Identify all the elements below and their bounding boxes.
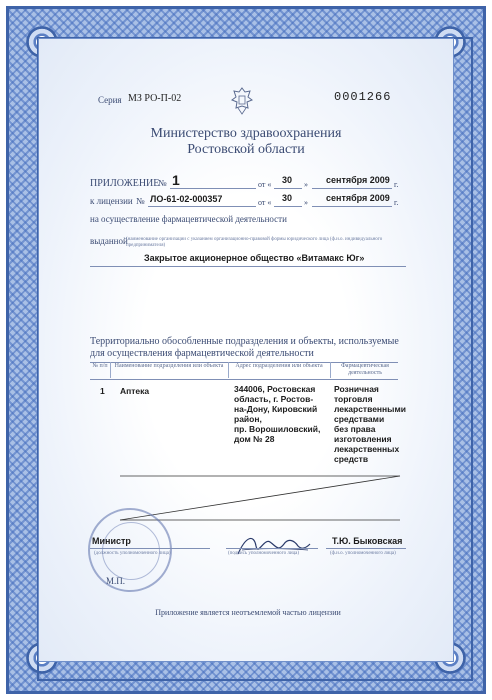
serial-number: 0001266 — [334, 90, 392, 104]
license-from-label: от « — [258, 198, 272, 207]
table-header-activity: Фармацевтическая деятельность — [341, 363, 389, 376]
table-header-num: № п/п — [92, 363, 108, 369]
license-number-sign: № — [136, 196, 145, 206]
table-header-address: Адрес подразделения или объекта — [235, 363, 323, 369]
sign-note: (подпись уполномоченного лица) — [228, 551, 300, 556]
position-note: (должность уполномоченного лица) — [94, 551, 171, 556]
official-stamp — [88, 508, 172, 592]
address-line: район, — [234, 414, 262, 424]
ministry-title-line2: Ростовской области — [187, 142, 305, 157]
organization-name: Закрытое акционерное общество «Витамакс Юг» — [144, 253, 365, 263]
table-header-name: Наименование подразделения или объекта — [114, 363, 224, 369]
activity-line: средствами — [334, 414, 385, 424]
license-purpose: на осуществление фармацевтической деятельности — [90, 214, 287, 224]
activity-line: без права — [334, 424, 376, 434]
signer-name: Т.Ю. Быковская — [332, 536, 403, 546]
license-day: 30 — [282, 193, 293, 203]
name-line — [326, 548, 406, 549]
name-note: (ф.и.о. уполномоченного лица) — [330, 551, 396, 556]
address-line: пр. Ворошиловский, — [234, 424, 321, 434]
signer-position: Министр — [92, 536, 131, 546]
activity-line: средств — [334, 454, 369, 464]
address-line: дом № 28 — [234, 434, 275, 444]
activity-line: лекарственных — [334, 444, 400, 454]
appendix-day: 30 — [282, 175, 293, 185]
address-line: на-Дону, Кировский — [234, 404, 318, 414]
activity-line: Розничная — [334, 384, 379, 394]
license-number: ЛО-61-02-000357 — [150, 194, 223, 204]
signature-line — [226, 548, 318, 549]
appendix-year-suffix: г. — [394, 180, 399, 189]
address-line: 344006, Ростовская — [234, 384, 316, 394]
ministry-title-line1: Министерство здравоохранения — [150, 126, 342, 141]
activity-line: лекарственными — [334, 404, 406, 414]
license-month-year: сентября 2009 — [326, 193, 390, 203]
appendix-close-quote: » — [304, 180, 308, 189]
license-label: к лицензии — [90, 196, 133, 206]
activity-line: торговля — [334, 394, 373, 404]
series-label: Серия — [98, 95, 122, 105]
table-row-num: 1 — [100, 386, 105, 396]
appendix-number-sign: № — [158, 178, 167, 188]
address-line: область, г. Ростов- — [234, 394, 314, 404]
license-year-suffix: г. — [394, 198, 399, 207]
series-value: МЗ РО-П-02 — [128, 93, 182, 104]
appendix-label: ПРИЛОЖЕНИЕ — [90, 178, 160, 189]
activity-line: изготовления — [334, 434, 392, 444]
position-line — [90, 548, 210, 549]
issued-label: выданной — [90, 236, 128, 246]
appendix-number: 1 — [172, 172, 180, 188]
appendix-from-label: от « — [258, 180, 272, 189]
footer-note: Приложение является неотъемлемой частью лицензии — [155, 608, 341, 617]
table-row-name: Аптека — [120, 386, 150, 396]
stamp-place-label: М.П. — [106, 576, 126, 586]
issued-note: (наименование организации с указанием организационно-правовой формы юридического лица (ф.и.о. индивидуального предпринимателя) — [126, 237, 383, 248]
signature-icon — [232, 528, 312, 564]
license-close-quote: » — [304, 198, 308, 207]
section-title: Территориально обособленные подразделения и объекты, используемые для осуществления фармацевтической деятельности — [90, 336, 399, 359]
appendix-month-year: сентября 2009 — [326, 175, 390, 185]
